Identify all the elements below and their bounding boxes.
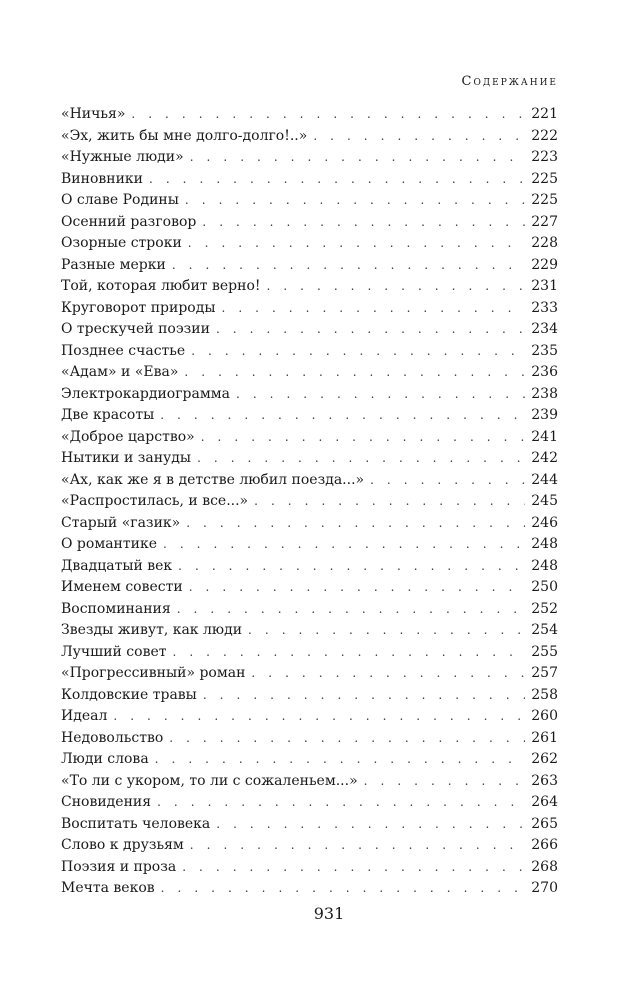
dot-leader <box>221 298 525 320</box>
toc-entry <box>61 147 558 169</box>
toc-entry-title: Две красоты <box>61 407 155 423</box>
toc-entry-title: Осенний разговор <box>61 213 197 230</box>
toc-entry <box>61 255 558 277</box>
toc-entry-page: 244 <box>531 471 558 488</box>
dot-leader <box>173 642 526 664</box>
dot-leader <box>182 857 525 879</box>
toc-entry-title: «Прогрессивный» роман <box>61 665 246 681</box>
toc-entry-title: Электрокардиограмма <box>61 385 230 402</box>
toc-entry-title: Той, которая любит верно! <box>61 278 261 294</box>
table-of-contents <box>61 104 558 900</box>
toc-entry-page: 246 <box>531 514 558 531</box>
toc-entry-page: 236 <box>531 364 558 380</box>
toc-entry <box>61 513 558 535</box>
dot-leader <box>186 513 525 535</box>
dot-leader <box>248 620 525 642</box>
toc-entry-title: «Распростилась, и все...» <box>61 493 249 509</box>
toc-entry <box>61 857 558 879</box>
toc-entry <box>61 448 558 470</box>
dot-leader <box>189 577 526 599</box>
toc-entry <box>61 599 558 621</box>
toc-entry <box>61 642 558 664</box>
toc-entry-page: 264 <box>531 794 558 810</box>
toc-entry <box>61 276 558 298</box>
toc-entry-title: Нытики и зануды <box>61 450 192 466</box>
toc-entry-title: О славе Родины <box>61 192 179 208</box>
running-head: Содержание <box>461 74 558 89</box>
dot-leader <box>202 212 525 234</box>
toc-entry <box>61 384 558 406</box>
toc-entry-page: 242 <box>531 450 558 466</box>
toc-entry-page: 255 <box>531 643 558 660</box>
toc-entry-page: 228 <box>531 235 558 251</box>
toc-entry-title: Виновники <box>61 170 144 187</box>
toc-entry-page: 263 <box>531 772 558 789</box>
toc-entry-page: 252 <box>531 600 558 617</box>
dot-leader <box>364 771 526 793</box>
toc-entry-page: 270 <box>531 880 558 896</box>
toc-entry <box>61 298 558 320</box>
dot-leader <box>190 147 526 169</box>
toc-entry-title: Звезды живут, как люди <box>61 622 243 638</box>
toc-entry-title: Позднее счастье <box>61 342 186 359</box>
toc-entry-title: «Доброе царство» <box>61 428 195 445</box>
dot-leader <box>216 814 525 836</box>
dot-leader <box>163 534 525 556</box>
toc-entry <box>61 792 558 814</box>
toc-entry <box>61 362 558 384</box>
dot-leader <box>197 448 525 470</box>
toc-entry-page: 231 <box>531 278 558 294</box>
toc-entry <box>61 233 558 255</box>
toc-entry <box>61 878 558 900</box>
toc-entry-title: Идеал <box>61 708 108 724</box>
toc-entry-title: «Адам» и «Ева» <box>61 364 179 380</box>
toc-entry-title: Двадцатый век <box>61 557 173 574</box>
toc-entry-title: Именем совести <box>61 579 183 595</box>
toc-entry-page: 222 <box>531 127 558 144</box>
toc-entry-title: «Ничья» <box>61 106 126 122</box>
dot-leader <box>370 470 525 492</box>
dot-leader <box>184 362 525 384</box>
toc-entry-title: «Ах, как же я в детстве любил поезда...» <box>61 471 365 488</box>
dot-leader <box>155 749 526 771</box>
toc-entry-page: 229 <box>531 256 558 273</box>
dot-leader <box>172 255 525 277</box>
toc-entry <box>61 620 558 642</box>
toc-entry-title: «То ли с укором, то ли с сожаленьем...» <box>61 772 358 789</box>
toc-entry-title: О трескучей поэзии <box>61 321 210 337</box>
toc-entry-title: Люди слова <box>61 751 149 767</box>
toc-entry <box>61 169 558 191</box>
toc-entry <box>61 556 558 578</box>
dot-leader <box>251 663 525 685</box>
toc-entry-page: 225 <box>531 192 558 208</box>
toc-entry <box>61 663 558 685</box>
toc-entry <box>61 685 558 707</box>
toc-entry-title: Недовольство <box>61 729 164 746</box>
dot-leader <box>190 835 525 857</box>
toc-entry-page: 262 <box>531 751 558 767</box>
dot-leader <box>313 126 525 148</box>
dot-leader <box>216 319 525 341</box>
toc-entry-page: 248 <box>531 536 558 552</box>
toc-entry-title: Круговорот природы <box>61 299 216 316</box>
toc-entry <box>61 212 558 234</box>
toc-entry-page: 268 <box>531 858 558 875</box>
toc-entry-page: 254 <box>531 622 558 638</box>
dot-leader <box>131 104 525 126</box>
toc-entry-page: 261 <box>531 729 558 746</box>
toc-entry <box>61 814 558 836</box>
dot-leader <box>177 599 526 621</box>
dot-leader <box>178 556 525 578</box>
toc-entry-page: 260 <box>531 708 558 724</box>
toc-entry-title: Мечта веков <box>61 880 155 896</box>
toc-entry-page: 235 <box>531 342 558 359</box>
toc-entry-page: 223 <box>531 149 558 165</box>
toc-entry-page: 221 <box>531 106 558 122</box>
toc-entry <box>61 427 558 449</box>
toc-entry <box>61 491 558 513</box>
toc-entry-title: «Эх, жить бы мне долго-долго!..» <box>61 127 308 144</box>
toc-entry-title: Озорные строки <box>61 235 182 251</box>
toc-entry <box>61 534 558 556</box>
dot-leader <box>203 685 525 707</box>
toc-entry <box>61 405 558 427</box>
toc-entry <box>61 706 558 728</box>
toc-entry-title: Колдовские травы <box>61 686 197 703</box>
toc-entry-page: 239 <box>531 407 558 423</box>
dot-leader <box>254 491 525 513</box>
toc-entry-title: Разные мерки <box>61 256 166 273</box>
toc-entry-page: 257 <box>531 665 558 681</box>
toc-entry-title: О романтике <box>61 536 157 552</box>
dot-leader <box>161 878 526 900</box>
toc-entry-page: 234 <box>531 321 558 337</box>
toc-entry-page: 250 <box>531 579 558 595</box>
toc-entry-page: 245 <box>531 493 558 509</box>
toc-entry-title: «Нужные люди» <box>61 149 184 165</box>
toc-entry <box>61 104 558 126</box>
toc-entry-page: 266 <box>531 837 558 853</box>
toc-entry-page: 225 <box>531 170 558 187</box>
toc-entry <box>61 835 558 857</box>
toc-entry-title: Старый «газик» <box>61 514 181 531</box>
toc-entry <box>61 190 558 212</box>
dot-leader <box>113 706 525 728</box>
dot-leader <box>185 190 525 212</box>
toc-entry-title: Сновидения <box>61 794 152 810</box>
dot-leader <box>236 384 525 406</box>
dot-leader <box>160 405 525 427</box>
dot-leader <box>169 728 525 750</box>
page-number: 931 <box>313 904 345 923</box>
dot-leader <box>157 792 525 814</box>
toc-entry-title: Воспоминания <box>61 600 171 617</box>
dot-leader <box>149 169 525 191</box>
toc-entry-page: 233 <box>531 299 558 316</box>
toc-entry <box>61 319 558 341</box>
toc-entry <box>61 341 558 363</box>
toc-entry <box>61 749 558 771</box>
toc-entry-page: 227 <box>531 213 558 230</box>
toc-entry-page: 238 <box>531 385 558 402</box>
toc-entry <box>61 126 558 148</box>
toc-entry-title: Слово к друзьям <box>61 837 184 853</box>
toc-entry <box>61 728 558 750</box>
toc-entry <box>61 470 558 492</box>
toc-entry-title: Поэзия и проза <box>61 858 177 875</box>
dot-leader <box>191 341 525 363</box>
dot-leader <box>267 276 526 298</box>
toc-entry-page: 241 <box>531 428 558 445</box>
toc-entry <box>61 771 558 793</box>
toc-entry-page: 248 <box>531 557 558 574</box>
toc-entry <box>61 577 558 599</box>
dot-leader <box>188 233 525 255</box>
toc-entry-page: 265 <box>531 815 558 832</box>
toc-entry-title: Лучший совет <box>61 643 167 660</box>
toc-entry-page: 258 <box>531 686 558 703</box>
dot-leader <box>201 427 526 449</box>
toc-entry-title: Воспитать человека <box>61 815 211 832</box>
